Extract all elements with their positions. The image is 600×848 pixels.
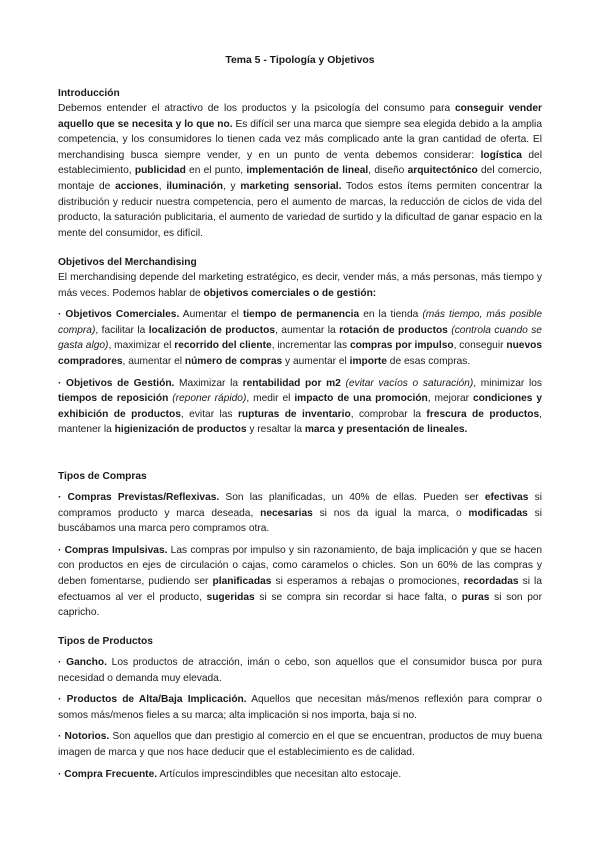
paragraph-productos-frecuente: · Compra Frecuente. Artículos imprescindibles que necesitan alto estocaje.	[58, 768, 402, 780]
section-introduccion	[58, 86, 542, 241]
paragraph-objetivos-gestion: · Objetivos de Gestión. Maximizar la rentabilidad por m2 (evitar vacíos o saturación), minimizar los tiempos de reposición (reponer rápido), medir el impacto de una promoción, mejorar condiciones y exhibición de productos, evitar las rupturas de inventario, comprobar la frescura de productos, mantener la higienización de productos y resaltar la marca y presentación de lineales.	[58, 377, 543, 436]
paragraph-compras-previstas: · Compras Previstas/Reflexivas. Son las planificadas, un 40% de ellas. Pueden ser efectivas si compramos producto y marca deseada, necesarias si nos da igual la marca, o modificadas si buscábamos una marca pero compramos otra.	[58, 492, 542, 535]
document-title: Tema 5 - Tipología y Objetivos	[225, 55, 375, 66]
paragraph-objetivos-intro: El merchandising depende del marketing estratégico, es decir, vender más, a más personas, más tiempo y más veces. Podemos hablar de objetivos comerciales o de gestión:	[58, 272, 542, 299]
section-tipos-productos	[58, 634, 542, 782]
heading-tipos-productos: Tipos de Productos	[58, 636, 153, 647]
paragraph-compras-impulsivas: · Compras Impulsivas. Las compras por impulso y sin razonamiento, de baja implicación y que se hacen con productos en ejes de circulación o cajas, como caramelos o chicles. Son un 60% de las compras y deben fomentarse, pudiendo ser planificadas si esperamos a rebajas o promociones, recordadas si la efectuamos al ver el producto, sugeridas si se compra sin recordar si hace falta, o puras si son por capricho.	[58, 544, 542, 619]
section-tipos-compras	[58, 469, 542, 621]
paragraph-introduccion: Debemos entender el atractivo de los productos y la psicología del consumo para conseguir vender aquello que se necesita y lo que no. Es difícil ser una marca que siempre sea elegida debido a la amplia competencia, y los consumidores lo tienen cada vez más complicado ante la gran cantidad de oferta. El merchandising busca siempre vender, y en un punto de venta debemos considerar: logística del establecimiento, publicidad en el punto, implementación de lineal, diseño arquitectónico del comercio, montaje de acciones, iluminación, y marketing sensorial. Todos estos ítems permiten concentrar la distribución y reducir nuestra competencia, pero el aumento de marcas, la reducción de ciclos de vida del producto, la saturación publicitaria, el aumento de variedad de surtido y la dificultad de ganar espacio en la mente del consumidor, es difícil.	[58, 103, 542, 239]
paragraph-productos-implicacion: · Productos de Alta/Baja Implicación. Aquellos que necesitan más/menos reflexión para comprar o somos más/menos fieles a su marca; alta implicación si nos importa, baja si no.	[58, 694, 542, 721]
section-objetivos	[58, 255, 542, 438]
heading-tipos-compras: Tipos de Compras	[58, 471, 147, 482]
heading-introduccion: Introducción	[58, 88, 120, 99]
paragraph-productos-notorios: · Notorios. Son aquellos que dan prestigio al comercio en el que se encuentran, productos de muy buena imagen de marca y que nos hace deducir que el establecimiento es de calidad.	[58, 731, 543, 758]
paragraph-productos-gancho: · Gancho. Los productos de atracción, imán o cebo, son aquellos que el consumidor busca por pura necesidad o demanda muy elevada.	[58, 657, 542, 684]
paragraph-objetivos-comerciales: · Objetivos Comerciales. Aumentar el tiempo de permanencia en la tienda (más tiempo, más posible compra), facilitar la localización de productos, aumentar la rotación de productos (controla cuando se gasta algo), maximizar el recorrido del cliente, incrementar las compras por impulso, conseguir nuevos compradores, aumentar el número de compras y aumentar el importe de esas compras.	[58, 309, 543, 367]
heading-objetivos: Objetivos del Merchandising	[58, 257, 197, 268]
